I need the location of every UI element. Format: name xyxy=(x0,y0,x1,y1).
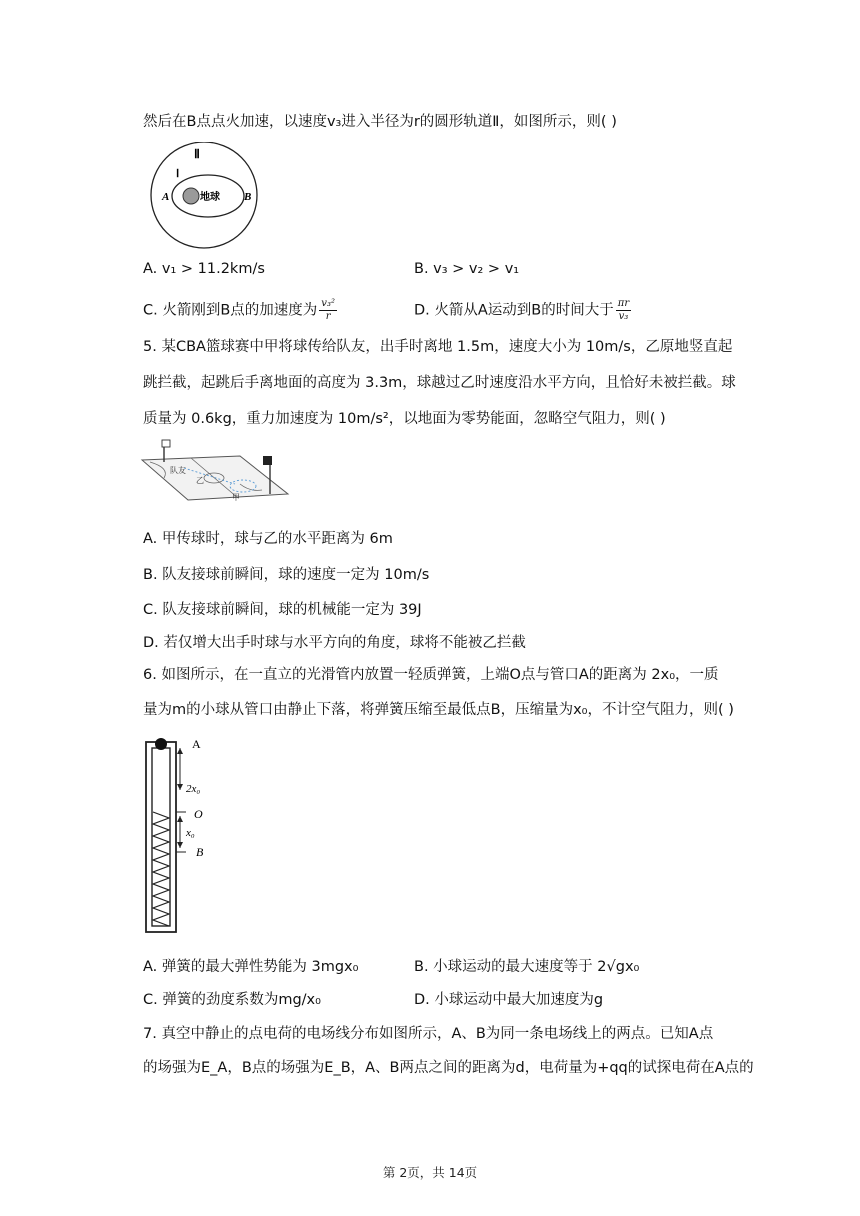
question-7-line-1: 7. 真空中静止的点电荷的电场线分布如图所示，A、B为同一条电场线上的两点。已知A点 xyxy=(143,1026,714,1042)
tube-outer xyxy=(146,742,176,932)
tube-label-x0: x₀ xyxy=(186,827,195,839)
q4d-numerator: πr xyxy=(617,298,630,309)
label-yi: 乙 xyxy=(196,476,204,485)
spring-tube-figure xyxy=(140,732,220,936)
question-6-line-1: 6. 如图所示，在一直立的光滑管内放置一轻质弹簧，上端O点与管口A的距离为 2x₀，一质 xyxy=(143,667,719,683)
q5-option-b: B. 队友接球前瞬间，球的速度一定为 10m/s xyxy=(143,567,430,583)
dim-x0-arrow-bottom xyxy=(177,842,183,848)
label-teammate: 队友 xyxy=(170,466,186,475)
question-6-line-2: 量为m的小球从管口由静止下落，将弹簧压缩至最低点B，压缩量为x₀，不计空气阻力，则( ) xyxy=(143,702,734,718)
label-ring-1: Ⅰ xyxy=(176,168,180,180)
page-footer: 第 2页，共 14页 xyxy=(382,1165,478,1180)
q5-option-a: A. 甲传球时，球与乙的水平距离为 6m xyxy=(143,531,393,547)
question-7-line-2: 的场强为E_A，B点的场强为E_B，A、B两点之间的距离为d，电荷量为+qq的试探电荷在A点的 xyxy=(143,1060,754,1076)
basketball-court-figure xyxy=(140,438,290,510)
q4-option-c xyxy=(143,298,337,323)
tube-label-2x0: 2x₀ xyxy=(186,783,201,795)
q6-option-b: B. 小球运动的最大速度等于 2√gx₀ xyxy=(414,959,640,975)
dim-2x0-arrow-bottom xyxy=(177,784,183,790)
q4-option-c-fraction xyxy=(319,298,337,323)
question-5-line-2: 跳拦截，起跳后手离地面的高度为 3.3m，球越过乙时速度沿水平方向，且恰好未被拦截。球 xyxy=(143,375,736,391)
question-5-line-3: 质量为 0.6kg，重力加速度为 10m/s²，以地面为零势能面，忽略空气阻力，则( ) xyxy=(143,411,666,427)
question-5-line-1: 5. 某CBA篮球赛中甲将球传给队友，出手时离地 1.5m，速度大小为 10m/s，乙原地竖直起 xyxy=(143,339,733,355)
q4-option-d-text: D. 火箭从A运动到B的时间大于 xyxy=(414,302,614,319)
q4c-denominator: r xyxy=(325,311,331,322)
tube-label-a: A xyxy=(192,737,201,751)
orbit-figure xyxy=(138,142,270,250)
q4-option-b: B. v₃ > v₂ > v₁ xyxy=(414,261,520,277)
label-ring-2: Ⅱ xyxy=(194,147,200,161)
left-backboard xyxy=(162,440,170,447)
q4-option-a: A. v₁ > 11.2km/s xyxy=(143,261,265,277)
ball xyxy=(155,738,167,750)
tube-label-b: B xyxy=(196,845,204,859)
q4d-denominator: v₃ xyxy=(618,311,629,322)
q4c-numerator: v₃² xyxy=(321,298,335,309)
dim-x0-arrow-top xyxy=(177,816,183,822)
label-point-a: A xyxy=(162,191,170,203)
right-backboard xyxy=(263,456,272,465)
q6-option-a: A. 弹簧的最大弹性势能为 3mgx₀ xyxy=(143,959,359,975)
label-point-b: B xyxy=(244,191,252,203)
q5-option-c: C. 队友接球前瞬间，球的机械能一定为 39J xyxy=(143,602,422,618)
q6-option-d: D. 小球运动中最大加速度为g xyxy=(414,992,604,1008)
q4-option-c-text: C. 火箭刚到B点的加速度为 xyxy=(143,302,318,319)
tube-label-o: O xyxy=(194,807,203,821)
question-4-continuation: 然后在B点点火加速，以速度v₃进入半径为r的圆形轨道Ⅱ，如图所示，则( ) xyxy=(143,114,617,130)
label-jia: 甲 xyxy=(232,493,240,502)
q6-option-c: C. 弹簧的劲度系数为mg/x₀ xyxy=(143,992,321,1008)
earth-circle xyxy=(183,188,199,204)
spring xyxy=(153,812,169,926)
q4-option-d-fraction xyxy=(616,298,631,323)
dim-2x0-arrow-top xyxy=(177,748,183,754)
q5-option-d: D. 若仅增大出手时球与水平方向的角度，球将不能被乙拦截 xyxy=(143,635,526,651)
q4-option-d xyxy=(414,298,631,323)
label-earth: 地球 xyxy=(200,192,220,203)
